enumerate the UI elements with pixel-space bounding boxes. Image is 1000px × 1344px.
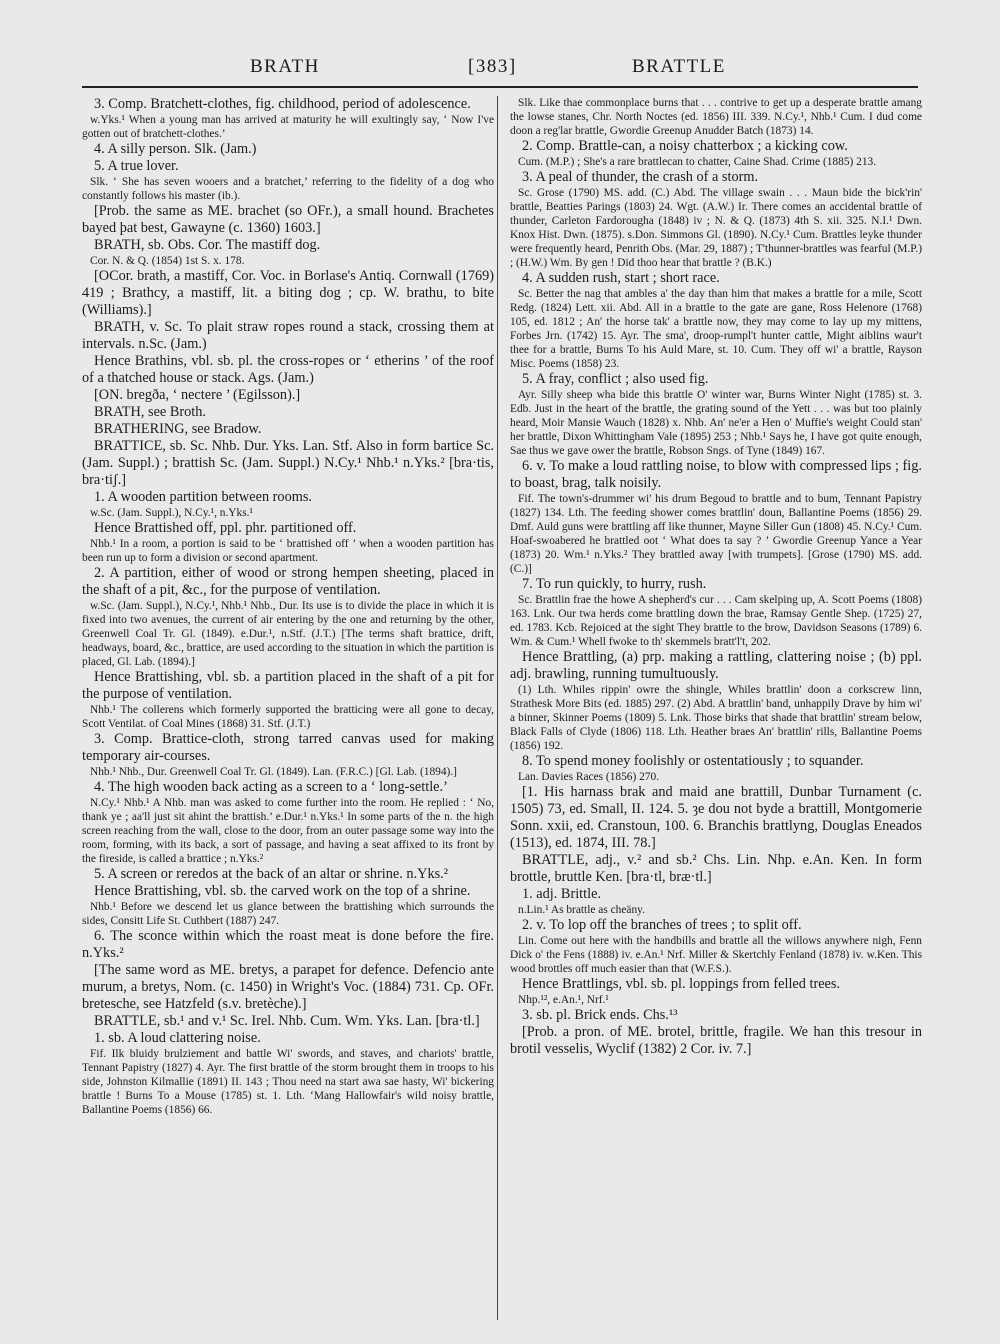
- citation-paragraph: Nhp.¹², e.An.¹, Nrf.¹: [518, 994, 609, 1006]
- citation-paragraph: Slk. Like thae commonplace burns that . . . contrive to get up a desperate brattle amang the lowse stanes, Chr. North Noctes (ed. 1856) III. 339. N.Cy.¹, Nhb.¹ Cum. I dud come doon a reg'lar brattle, Gwordie Greenup Anudder Batch (1873) 14.: [510, 97, 922, 137]
- entry-paragraph: [The same word as ME. bretys, a parapet for defence. Defencio ante murum, a bretys, Nom. (c. 1450) in Wright's Voc. (1884) 731. Cp. OFr. bretesche, see Hatzfeld (s.v. bretèche).]: [82, 962, 494, 1012]
- entry-paragraph: BRATTICE, sb. Sc. Nhb. Dur. Yks. Lan. Stf. Also in form bartice Sc. (Jam. Suppl.) ; brattish Sc. (Jam. Suppl.) N.Cy.¹ Nhb.¹ n.Yks.² [bra·tis, bra·tiʃ.]: [82, 438, 494, 488]
- entry-paragraph: 5. A screen or reredos at the back of an altar or shrine. n.Yks.²: [94, 866, 449, 882]
- entry-paragraph: [1. His harnass brak and maid ane brattill, Dunbar Turnament (c. 1505) 73, ed. Small, II. 124. 5. ȝe dou not byde a brattill, Montgomerie Sonn. xxii, ed. Cranstoun, 100. 6. Branchis brattlyng, Douglas Eneados (1513), ed. 1874, III. 78.]: [510, 784, 922, 851]
- entry-paragraph: Hence Brattishing, vbl. sb. the carved work on the top of a shrine.: [94, 883, 471, 899]
- entry-paragraph: [OCor. brath, a mastiff, Cor. Voc. in Borlase's Antiq. Cornwall (1769) 419 ; Brathcy, a mastiff, lit. a biting dog ; cp. W. brathu, to bite (Williams).]: [82, 268, 494, 318]
- page-number: [383]: [468, 56, 517, 77]
- entry-paragraph: 4. A sudden rush, start ; short race.: [522, 270, 720, 286]
- citation-paragraph: Fif. The town's-drummer wi' his drum Begoud to brattle and to bum, Tennant Papistry (1827) 134. Lth. The feeding shower comes brattlin' doun, Ballantine Poems (1856) 29. Dmf. Auld guns were brattling aff like thunner, Mayne Siller Gun (1808) 45. N.Cy.¹ Cum. Hoaf-swoabered he brattled oot ‘ What does ta say ? ’ Gwordie Greenup Yance a Year (1873) 20. Wm.¹ n.Yks.² They brattled away [with trumpets]. [Grose (1790) MS. add. (C.)]: [510, 493, 922, 575]
- running-head-left: BRATH: [250, 56, 320, 77]
- entry-paragraph: 6. v. To make a loud rattling noise, to blow with compressed lips ; fig. to boast, brag, talk noisily.: [510, 458, 922, 491]
- citation-paragraph: N.Cy.¹ Nhb.¹ A Nhb. man was asked to come further into the room. He replied : ‘ No, thank ye ; aa'll just sit ahint the brattish.’ e.Dur.¹ n.Yks.¹ In some parts of the n. the high screen reaching from the wall, close to the door, from an outer passage some way into the room, forming, with its back, a sort of passage, and having a seat affixed to its front by the fireside, is called a brattice ; n.Yks.²: [82, 797, 494, 865]
- entry-paragraph: Hence Brattlings, vbl. sb. pl. loppings from felled trees.: [522, 976, 841, 992]
- entry-paragraph: Hence Brattling, (a) prp. making a rattling, clattering noise ; (b) ppl. adj. brawling, running tumultuously.: [510, 649, 922, 682]
- citation-paragraph: Nhb.¹ Nhb., Dur. Greenwell Coal Tr. Gl. (1849). Lan. (F.R.C.) [Gl. Lab. (1894).]: [90, 766, 457, 778]
- entry-paragraph: 3. sb. pl. Brick ends. Chs.¹³: [522, 1007, 678, 1023]
- header-rule: [82, 86, 918, 88]
- entry-paragraph: BRATHERING, see Bradow.: [94, 421, 262, 437]
- entry-paragraph: BRATH, see Broth.: [94, 404, 206, 420]
- citation-paragraph: n.Lin.¹ As brattle as cheäny.: [518, 904, 645, 916]
- entry-paragraph: BRATTLE, adj., v.² and sb.² Chs. Lin. Nhp. e.An. Ken. In form brottle, bruttle Ken. [bra·tl, bræ·tl.]: [510, 852, 922, 885]
- citation-paragraph: Cum. (M.P.) ; She's a rare brattlecan to chatter, Caine Shad. Crime (1885) 213.: [518, 156, 877, 168]
- citation-paragraph: w.Sc. (Jam. Suppl.), N.Cy.¹, n.Yks.¹: [90, 507, 253, 519]
- entry-paragraph: 1. A wooden partition between rooms.: [94, 489, 312, 505]
- citation-paragraph: Slk. ‘ She has seven wooers and a bratchet,’ referring to the fidelity of a dog who constantly follows his master (ib.).: [82, 176, 494, 202]
- citation-paragraph: Sc. Better the nag that ambles a' the day than him that makes a brattle for a mile, Scott Redg. (1824) Lett. xii. Abd. All in a brattle to the gate are gane, Ross Helenore (1768) 105, ed. 1812 ; An' the horse tak' a brattle now, they may come to lay up my mittens, Forbes Jrn. (1742) 15. Ayr. The sma', droop-rumpl't hunter cattle, Might aiblins waur't thee for a brattle, Burns To his Auld Mare, st. 10. Cum. They off wi' a brattle, Rayson Misc. Poems (1858) 23.: [510, 288, 922, 370]
- entry-paragraph: 8. To spend money foolishly or ostentatiously ; to squander.: [522, 753, 864, 769]
- entry-paragraph: 2. A partition, either of wood or strong hempen sheeting, placed in the shaft of a pit, &c., for the purpose of ventilation.: [82, 565, 494, 598]
- entry-paragraph: 5. A true lover.: [94, 158, 179, 174]
- entry-paragraph: Hence Brattished off, ppl. phr. partitioned off.: [94, 520, 357, 536]
- citation-paragraph: w.Yks.¹ When a young man has arrived at maturity he will exultingly say, ‘ Now I've gotten out of bratchett-clothes.’: [82, 114, 494, 140]
- entry-paragraph: BRATTLE, sb.¹ and v.¹ Sc. Irel. Nhb. Cum. Wm. Yks. Lan. [bra·tl.]: [94, 1013, 480, 1029]
- left-column: [82, 96, 494, 1324]
- right-column: [510, 96, 922, 1324]
- citation-paragraph: Cor. N. & Q. (1854) 1st S. x. 178.: [90, 255, 245, 267]
- citation-paragraph: Nhb.¹ In a room, a portion is said to be ‘ brattished off ’ when a wooden partition has been run up to form a division or second apartment.: [82, 538, 494, 564]
- entry-paragraph: 3. A peal of thunder, the crash of a storm.: [522, 169, 759, 185]
- citation-paragraph: Lin. Come out here with the handbills and brattle all the willows anywhere nigh, Fenn Dick o' the Fens (1888) iv. e.An.¹ Nrf. Miller & Skertchly Fenland (1878) iv. w.Ken. This wood brottles off much easier than that (W.F.S.).: [510, 935, 922, 975]
- citation-paragraph: Sc. Brattlin frae the howe A shepherd's cur . . . Cam skelping up, A. Scott Poems (1808) 163. Lnk. Our twa herds come brattling down the brae, Ramsay Gentle Shep. (1725) 27, ed. 1783. Kcb. Rejoiced at the sight They brattle to the brow, Davidson Seasons (1789) 6. Wm. & Cum.¹ Whell fwoke to th' skemmels bratt'l't, 202.: [510, 594, 922, 648]
- entry-paragraph: 1. adj. Brittle.: [522, 886, 602, 902]
- entry-paragraph: BRATH, v. Sc. To plait straw ropes round a stack, crossing them at intervals. n.Sc. (Jam.): [82, 319, 494, 352]
- citation-paragraph: w.Sc. (Jam. Suppl.), N.Cy.¹, Nhb.¹ Nhb., Dur. Its use is to divide the place in which it is fixed into two avenues, the current of air entering by the one and returning by the other, Greenwell Coal Tr. Gl. (1849). e.Dur.¹, n.Stf. (J.T.) [The terms shaft brattice, drift, headways, board, &c., brattice, are used according to the situation in which the partition is placed, Gl. Lab. (1894).]: [82, 600, 494, 668]
- citation-paragraph: (1) Lth. Whiles rippin' owre the shingle, Whiles brattlin' doon a corkscrew linn, Strathesk More Bits (ed. 1885) 297. (2) Abd. A brattlin' band, unhappily Drave by him wi' a binner, Skinner Poems (1809) 5. Lnk. Those birks that shade that brattlin' stream below, Black Falls of Clyde (1806) 118. Lth. Heather braes An' brattlin' rills, Ballantine Poems (1856) 192.: [510, 684, 922, 752]
- entry-paragraph: [Prob. the same as ME. brachet (so OFr.), a small hound. Brachetes bayed þat best, Gawayne (c. 1360) 1603.]: [82, 203, 494, 236]
- citation-paragraph: Sc. Grose (1790) MS. add. (C.) Abd. The village swain . . . Maun bide the bick'rin' brattle, Beatties Parings (1803) 24. Wgt. (A.W.) Ir. There comes an accidental brattle of thunder, Carleton Fardorougha (1848) iv ; N. & Q. (1873) 4th S. xii. 325. N.I.¹ Dwn. Knox Hist. Dwn. (1875). s.Don. Simmons Gl. (1890). N.Cy.¹ Cum. Brattles leyke thunder were frequently heard, Penrith Obs. (Mar. 29, 1887) ; T'thunner-brattles was fearful (M.P.) ; (H.W.) Wm. By gen ! Did thoo hear that brattle ? (B.K.): [510, 187, 922, 269]
- entry-paragraph: 3. Comp. Bratchett-clothes, fig. childhood, period of adolescence.: [94, 96, 471, 112]
- citation-paragraph: Lan. Davies Races (1856) 270.: [518, 771, 660, 783]
- citation-paragraph: Nhb.¹ The collerens which formerly supported the bratticing were all gone to decay, Scott Ventilat. of Coal Mines (1868) 31. Stf. (J.T.): [82, 704, 494, 730]
- running-head-right: BRATTLE: [632, 56, 726, 77]
- entry-paragraph: 4. A silly person. Slk. (Jam.): [94, 141, 257, 157]
- entry-paragraph: Hence Brathins, vbl. sb. pl. the cross-ropes or ‘ etherins ’ of the roof of a thatched house or stack. Ags. (Jam.): [82, 353, 494, 386]
- entry-paragraph: 7. To run quickly, to hurry, rush.: [522, 576, 707, 592]
- entry-paragraph: 5. A fray, conflict ; also used fig.: [522, 371, 709, 387]
- entry-paragraph: [Prob. a pron. of ME. brotel, brittle, fragile. We han this tresour in brotil vesselis, Wyclif (1382) 2 Cor. iv. 7.]: [510, 1024, 922, 1057]
- citation-paragraph: Fif. Ilk bluidy brulziement and battle Wi' swords, and staves, and chariots' brattle, Tennant Papistry (1827) 4. Ayr. The first brattle of the storm brought them in troops to his side, Johnston Kilmallie (1891) II. 143 ; Thou need na start awa sae hasty, Wi' bickering brattle ! Burns To a Mouse (1785) st. 1. Lth. ‘Mang Hallowfair's wild noisy brattle, Ballantine Poems (1856) 66.: [82, 1048, 494, 1116]
- entry-paragraph: 2. Comp. Brattle-can, a noisy chatterbox ; a kicking cow.: [522, 138, 848, 154]
- citation-paragraph: Nhb.¹ Before we descend let us glance between the brattishing which surrounds the sides, Consitt Life St. Cuthbert (1887) 247.: [82, 901, 494, 927]
- entry-paragraph: 6. The sconce within which the roast meat is done before the fire. n.Yks.²: [82, 928, 494, 961]
- citation-paragraph: Ayr. Silly sheep wha bide this brattle O' winter war, Burns Winter Night (1785) st. 3. Edb. Just in the heart of the brattle, the grating sound of the Yett . . . was but too plainly heard, Moir Mansie Wauch (1828) x. Nhb. An' ne'er a Hen o' Muffie's weight Could stan' her brattle, Dixon Whittingham Vale (1895) 253 ; Nhb.¹ Says he, I have got quite enough, Sae thus we gave ower the brattle, Robson Sngs. of Tyne (1849) 167.: [510, 389, 922, 457]
- entry-paragraph: 1. sb. A loud clattering noise.: [94, 1030, 261, 1046]
- entry-paragraph: [ON. bregða, ‘ nectere ’ (Egilsson).]: [94, 387, 301, 403]
- entry-paragraph: BRATH, sb. Obs. Cor. The mastiff dog.: [94, 237, 321, 253]
- entry-paragraph: 2. v. To lop off the branches of trees ; to split off.: [522, 917, 802, 933]
- column-divider: [497, 96, 498, 1320]
- entry-paragraph: Hence Brattishing, vbl. sb. a partition placed in the shaft of a pit for the purpose of ventilation.: [82, 669, 494, 702]
- entry-paragraph: 3. Comp. Brattice-cloth, strong tarred canvas used for making temporary air-courses.: [82, 731, 494, 764]
- entry-paragraph: 4. The high wooden back acting as a screen to a ‘ long-settle.’: [94, 779, 448, 795]
